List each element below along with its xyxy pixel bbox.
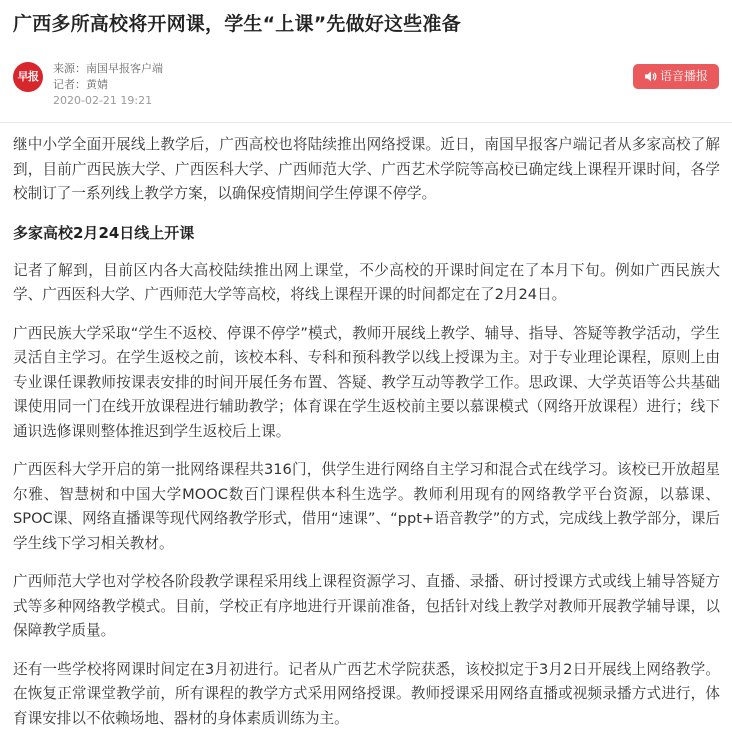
article-body — [13, 133, 720, 738]
paragraph-schedule: 记者了解到，目前区内各大高校陆续推出网上课堂，不少高校的开课时间定在了本月下旬。例如广西民族大学、广西医科大学、广西师范大学等高校，将线上课程开课的时间都定在了2月24日。 — [13, 261, 720, 303]
source-label: 来源：南国早报客户端 — [53, 62, 163, 75]
audio-button-label: 语音播报 — [659, 69, 708, 83]
reporter-label: 记者：黄婧 — [53, 78, 108, 91]
section-heading: 多家高校2月24日线上开课 — [13, 223, 195, 242]
meta-info — [53, 61, 163, 109]
newspaper-logo: 早报 — [13, 62, 43, 92]
paragraph-gxmu-minzu: 广西民族大学采取“学生不返校、停课不停学”模式，教师开展线上教学、辅导、指导、答疑等教学活动，学生灵活自主学习。在学生返校之前，该校本科、专科和预科教学以线上授课为主。对于专业理论课程，原则上由专业课任课教师按课表安排的时间开展任务布置、答疑、教学互动等教学工作。思政课、大学英语等公共基础课使用同一门在线开放课程进行辅助教学；体育课在学生返校前主要以慕课模式（网络开放课程）进行；线下通识选修课则整体推迟到学生返校后上课。 — [13, 324, 720, 440]
paragraph-intro: 继中小学全面开展线上教学后，广西高校也将陆续推出网络授课。近日，南国早报客户端记者从多家高校了解到，目前广西民族大学、广西医科大学、广西师范大学、广西艺术学院等高校已确定线上课程开课时间，各学校制订了一系列线上教学方案，以确保疫情期间学生停课不停学。 — [13, 136, 720, 202]
article-title: 广西多所高校将开网课，学生“上课”先做好这些准备 — [13, 13, 461, 35]
paragraph-gxnu: 广西师范大学也对学校各阶段教学课程采用线上课程资源学习、直播、录播、研讨授课方式或线上辅导答疑方式等多种网络教学模式。目前，学校正有序地进行开课前准备，包括针对线上教学对教师开展教学辅导课，以保障教学质量。 — [13, 573, 720, 639]
speaker-icon — [644, 67, 657, 92]
paragraph-gxmu-medical: 广西医科大学开启的第一批网络课程共316门，供学生进行网络自主学习和混合式在线学习。该校已开放超星尔雅、智慧树和中国大学MOOC数百门课程供本科生选学。教师利用现有的网络教学平台资源，以慕课、SPOC课、网络直播课等现代网络教学形式，借用“速课”、“ppt+语音教学”的方式，完成线上教学部分，课后学生线下学习相关教材。 — [13, 461, 720, 552]
article-meta — [13, 61, 719, 113]
publish-time: 2020-02-21 19:21 — [53, 94, 153, 107]
paragraph-arts: 还有一些学校将网课时间定在3月初进行。记者从广西艺术学院获悉，该校拟定于3月2日开展线上网络教学。在恢复正常课堂教学前，所有课程的教学方式采用网络授课。教师授课采用网络直播或视频录播方式进行，体育课安排以不依赖场地、器材的身体素质训练为主。 — [13, 660, 720, 727]
audio-broadcast-button[interactable] — [633, 64, 719, 89]
header-divider — [0, 122, 732, 123]
